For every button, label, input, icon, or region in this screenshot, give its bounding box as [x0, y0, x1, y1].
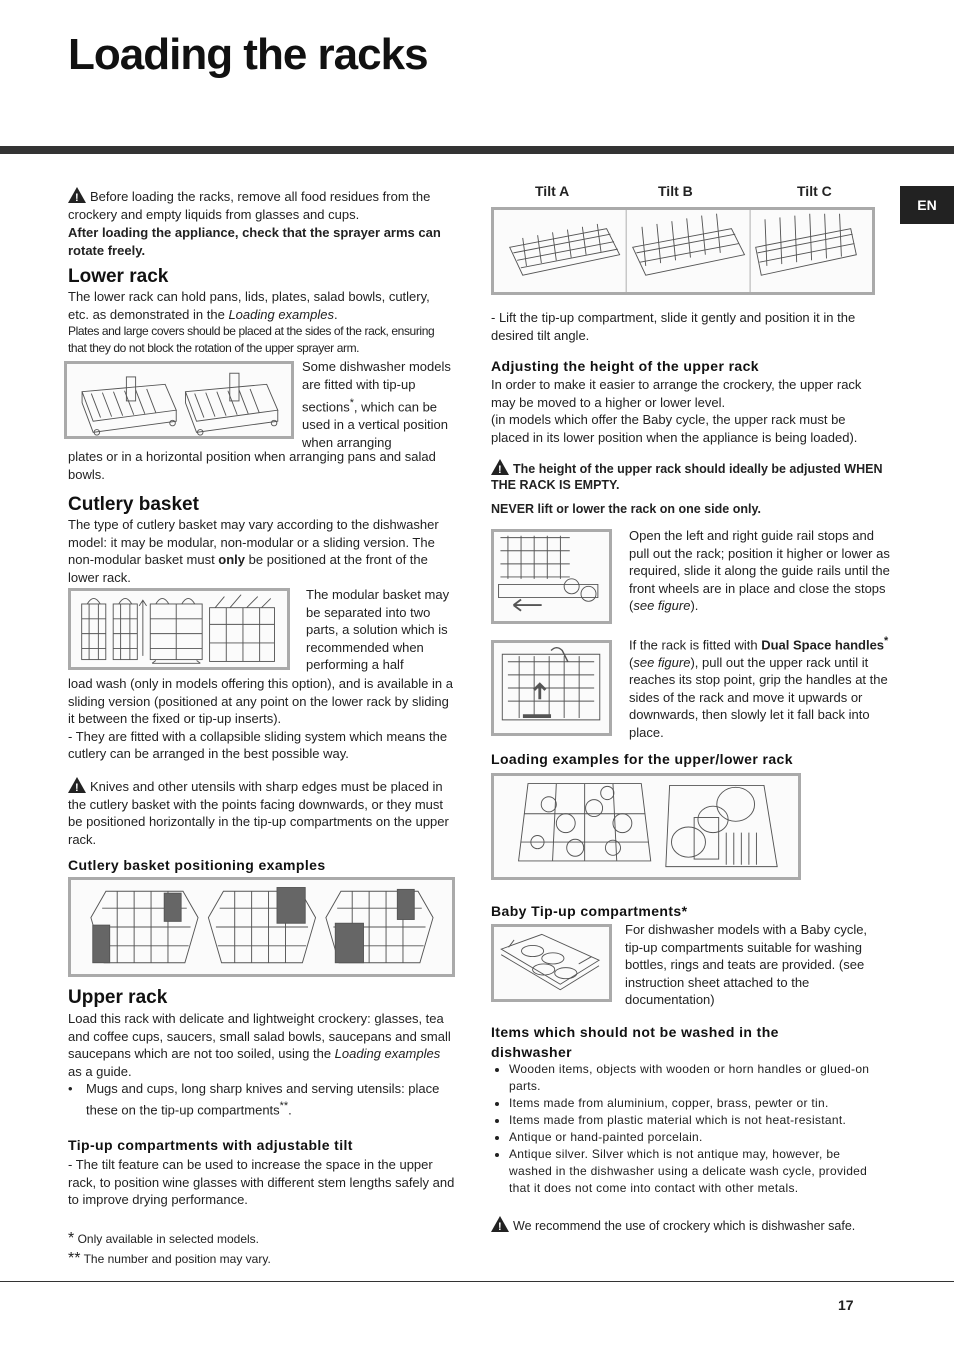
baby-figure: [491, 924, 612, 1002]
baby-text: [625, 921, 887, 1009]
adjust-text: [491, 376, 885, 446]
warning-icon: [68, 187, 86, 203]
loading-examples-illustration: [494, 776, 798, 877]
dual-space-illustration: [494, 643, 609, 733]
not-washed-heading: Items which should not be washed in the dishwasher: [491, 1024, 779, 1060]
loading-examples-ref: Loading examples: [334, 1046, 441, 1061]
cutlery-p1: The type of cutlery basket may vary according to the dishwasher model: it may be modular, non-modular or a sliding version. The non-modular basket must: [68, 517, 439, 567]
footnotes: [68, 1229, 454, 1269]
bullet-text: Mugs and cups, long sharp knives and serving utensils: place these on the tip-up compartments: [86, 1081, 440, 1117]
see-figure: see figure: [633, 654, 691, 670]
baby-description: For dishwasher models with a Baby cycle, tip-up compartments suitable for washing bottles, rings and teats are provided. (see instruction sheet attached to the documentation): [625, 922, 868, 1007]
footnote-double-star: **: [279, 1099, 289, 1112]
dual-space-handles: Dual Space handles: [761, 637, 885, 653]
adjust-warning: [491, 459, 885, 519]
cutlery-basket-text: [68, 516, 454, 586]
list-item: • Antique or hand-painted porcelain.: [509, 1129, 883, 1146]
knives-warning: [68, 777, 454, 848]
tilt-b-label: Tilt B: [658, 183, 693, 199]
upper-rack-p1-end: as a guide.: [68, 1063, 132, 1079]
not-washed-items: [491, 1061, 883, 1197]
upper-rack-heading: Upper rack: [68, 987, 168, 1008]
not-washed-list: [491, 1061, 883, 1197]
lower-rack-illustration: [67, 364, 291, 436]
adjust-warning-text: The height of the upper rack should ideally be adjusted WHEN THE RACK IS EMPTY.: [491, 462, 883, 492]
rails-text: Open the left and right guide rail stops and pull out the rack; position it higher or lower as required, slide it along the guide rails until the front wheels are in place and close the stops (: [629, 528, 890, 613]
cutlery-positioning-illustration: [71, 880, 452, 974]
loading-examples-figure: [491, 773, 801, 880]
cutlery-positioning-figure: [68, 877, 455, 977]
upper-rack-p1: Load this rack with delicate and lightweight crockery: glasses, tea and coffee cups, saucers, small salad bowls, saucepans and small saucepans which are not too soiled, using the: [68, 1011, 451, 1061]
intro-bold: After loading the appliance, check that the sprayer arms can rotate freely.: [68, 225, 441, 258]
modular-basket-side-text: The modular basket may be separated into two parts, a solution which is recommended when performing a half: [306, 587, 450, 672]
lower-rack-p2: Plates and large covers should be placed at the sides of the rack, ensuring that they do not block the rotation of the upper sprayer arm.: [68, 324, 435, 355]
guide-rail-illustration: [494, 532, 609, 621]
tip-up-text: Some dishwasher models are fitted with tip-up sections: [302, 359, 451, 415]
bullet-dot: •: [68, 1081, 73, 1096]
cutlery-basket-figure: [68, 588, 290, 670]
loading-examples-ref: Loading examples: [228, 306, 334, 322]
modular-basket-text: [306, 586, 456, 674]
dual-text-b: (: [629, 654, 634, 670]
tip-up-text-end: , which can be used in a vertical position when arranging: [302, 399, 448, 451]
guide-rail-text: [629, 527, 891, 615]
adjust-p1: In order to make it easier to arrange the crockery, the upper rack may be moved to a higher or lower level.: [491, 377, 862, 410]
footnote-text: Only available in selected models.: [77, 1232, 260, 1246]
cutlery-basket-heading: Cutlery basket: [68, 494, 199, 515]
warning-icon: [491, 1216, 509, 1232]
footer-rule: [0, 1281, 954, 1282]
tilt-a-label: Tilt A: [535, 183, 570, 199]
page-title: Loading the racks: [68, 30, 428, 79]
tilt-figure: [491, 207, 875, 295]
never-warning: NEVER lift or lower the rack on one side only.: [491, 502, 761, 516]
adjust-heading: Adjusting the height of the upper rack: [491, 358, 759, 374]
baby-heading: Baby Tip-up compartments*: [491, 903, 688, 919]
dual-space-text: [629, 633, 893, 741]
baby-tipup-illustration: [494, 927, 609, 999]
footnote-star: *: [349, 397, 354, 409]
upper-rack-text: [68, 1010, 454, 1118]
list-item: • Antique silver. Silver which is not antique may, however, be washed in the dishwasher using a delicate wash cycle, provided that it does not come into contact with other metals.: [509, 1146, 883, 1197]
tilt-illustration: [494, 210, 872, 292]
lower-rack-heading: Lower rack: [68, 266, 169, 287]
header-rule: [0, 146, 954, 154]
intro-text: Before loading the racks, remove all food residues from the crockery and empty liquids from glasses and cups.: [68, 189, 431, 222]
cutlery-only: only: [218, 552, 246, 567]
list-item: • Items made from aluminium, copper, brass, pewter or tin.: [509, 1095, 883, 1112]
bullet-end: .: [288, 1101, 292, 1117]
tilt-heading: Tip-up compartments with adjustable tilt: [68, 1137, 353, 1153]
lower-rack-p1: The lower rack can hold pans, lids, plates, salad bowls, cutlery, etc. as demonstrated in the: [68, 289, 430, 322]
upper-rack-bullet: [68, 1080, 454, 1118]
tilt-caption-text: - Lift the tip-up compartment, slide it gently and position it in the desired tilt angle.: [491, 310, 856, 343]
final-warning-text: We recommend the use of crockery which is dishwasher safe.: [513, 1219, 856, 1233]
footnote-text: The number and position may vary.: [83, 1252, 271, 1266]
cutlery-tail-text: load wash (only in models offering this option), and is available in a sliding version (positioned at any point on the lower rack by sliding it between the fixed or tip-up inserts).: [68, 676, 453, 726]
cutlery-basket-illustration: [71, 591, 287, 667]
footnote-mark: *: [68, 1230, 75, 1247]
guide-rail-figure: [491, 529, 612, 624]
lower-rack-figure: [64, 361, 294, 439]
lower-rack-p1-end: .: [333, 306, 338, 322]
page-number: 17: [838, 1297, 854, 1313]
language-label: EN: [917, 197, 937, 213]
loading-examples-heading: Loading examples for the upper/lower rack: [491, 751, 793, 767]
tilt-text: [68, 1156, 456, 1209]
tilt-description: - The tilt feature can be used to increase the space in the upper rack, to position wine glasses with different stem lengths safely and to improve drying performance.: [68, 1157, 455, 1207]
tilt-c-label: Tilt C: [797, 183, 832, 199]
lower-rack-tail: [68, 448, 458, 483]
lower-rack-text: [68, 288, 454, 357]
intro: [68, 187, 454, 259]
footnote-star: *: [884, 635, 889, 647]
see-figure: see figure: [633, 598, 691, 613]
list-item: • Items made from plastic material which is not heat-resistant.: [509, 1112, 883, 1129]
dual-text-c: ), pull out the upper rack until it reaches its stop point, grip the handles at the sides of the rack and move it upwards or downwards, then slowly let it fall back into place.: [629, 654, 888, 740]
cutlery-basket-tail: [68, 675, 456, 763]
cutlery-p1-end: be positioned at the front of the lower rack.: [68, 552, 428, 585]
lower-rack-tail-text: plates or in a horizontal position when arranging pans and salad bowls.: [68, 449, 436, 482]
list-item: • Wooden items, objects with wooden or horn handles or glued-on parts.: [509, 1061, 883, 1095]
cutlery-p3: - They are fitted with a collapsible sliding system which means the cutlery can be arranged in the best possible way.: [68, 728, 448, 761]
positioning-heading: Cutlery basket positioning examples: [68, 857, 326, 873]
warning-icon: [491, 459, 509, 475]
knives-warning-text: Knives and other utensils with sharp edges must be placed in the cutlery basket with the points facing downwards, or they must be positioned horizontally in the tip-up compartments on the upper rack.: [68, 779, 449, 847]
footnote-mark: **: [68, 1250, 81, 1267]
adjust-p2: (in models which offer the Baby cycle, the upper rack must be placed in its lower position when the appliance is being loaded).: [491, 412, 858, 445]
language-tab: [900, 186, 954, 224]
tilt-caption: [491, 309, 881, 344]
rails-text-end: ).: [690, 598, 699, 613]
warning-icon: [68, 777, 86, 793]
dual-text: If the rack is fitted with: [629, 637, 762, 653]
dual-space-figure: [491, 640, 612, 736]
final-warning: [491, 1216, 885, 1236]
tip-up-sections-text: [302, 358, 454, 452]
